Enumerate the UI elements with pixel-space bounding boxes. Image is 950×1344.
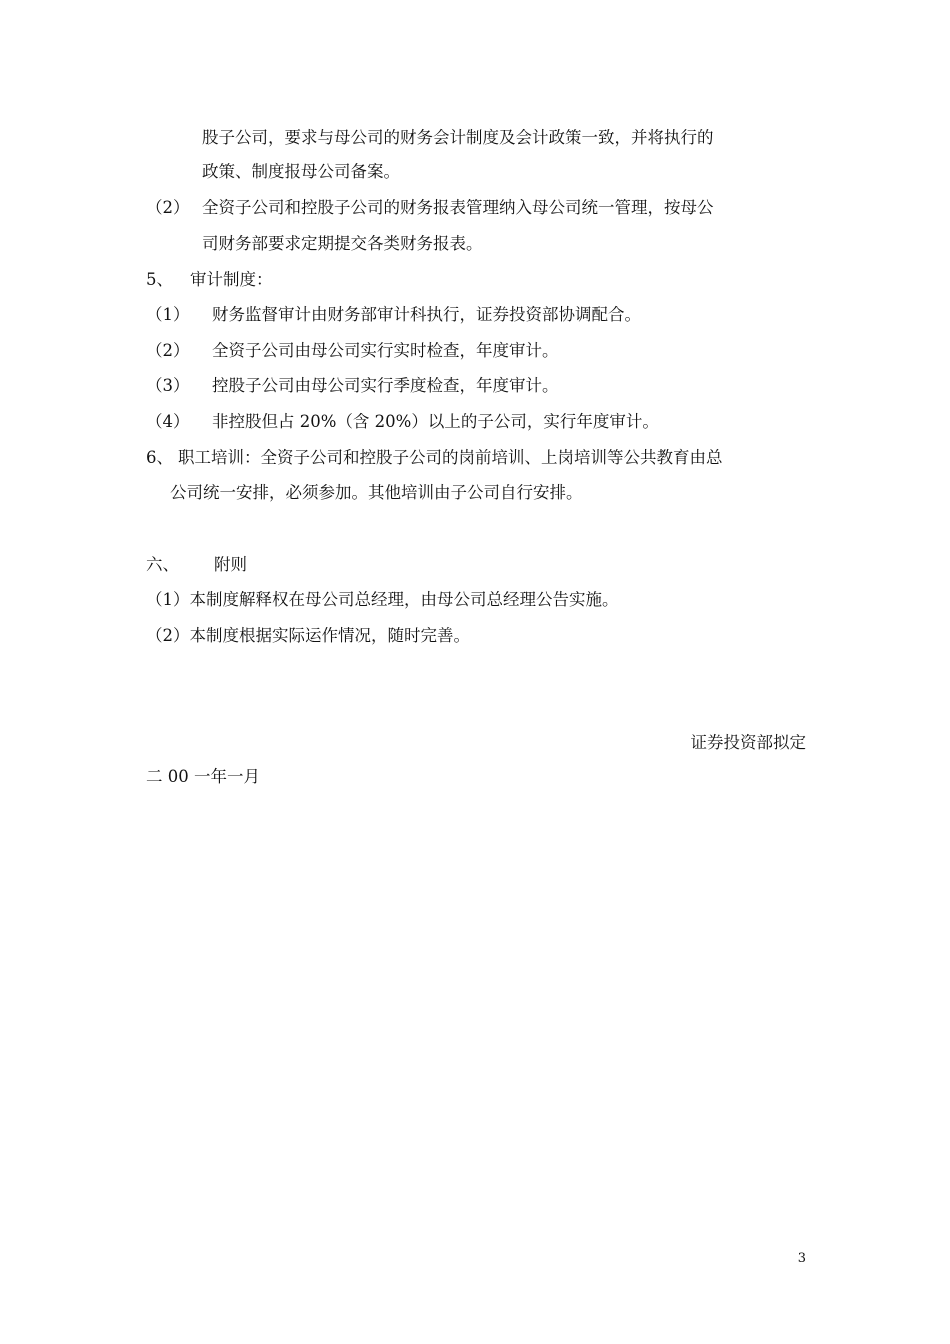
line-text: 审计制度： (190, 270, 273, 289)
body-line (202, 164, 400, 181)
line-text: 政策、制度报母公司备案。 (202, 162, 400, 181)
line-text: 司财务部要求定期提交各类财务报表。 (202, 234, 483, 253)
body-line (170, 485, 583, 502)
line-text: 职工培训：全资子公司和控股子公司的岗前培训、上岗培训等公共教育由总 (178, 448, 723, 467)
list-item (146, 307, 641, 324)
list-item (146, 628, 470, 645)
list-item (146, 414, 659, 431)
line-text: 附则 (214, 555, 247, 574)
body-line (202, 236, 483, 253)
list-item (146, 592, 619, 609)
list-item (146, 378, 559, 395)
line-text: 控股子公司由母公司实行季度检查，年度审计。 (212, 376, 559, 395)
section-marker: 6、 (146, 448, 173, 467)
section-heading (146, 450, 723, 467)
body-line (202, 130, 714, 147)
list-marker: （4） (146, 412, 190, 431)
line-text: （2）本制度根据实际运作情况，随时完善。 (146, 626, 470, 645)
list-marker: （3） (146, 376, 190, 395)
line-text: 公司统一安排，必须参加。其他培训由子公司自行安排。 (170, 483, 583, 502)
line-text: 财务监督审计由财务部审计科执行，证券投资部协调配合。 (212, 305, 641, 324)
document-date: 二 00 一年一月 (146, 767, 260, 786)
section-marker: 5、 (146, 270, 173, 289)
line-text: （1）本制度解释权在母公司总经理，由母公司总经理公告实施。 (146, 590, 619, 609)
line-text: 非控股但占 20%（含 20%）以上的子公司，实行年度审计。 (212, 412, 659, 431)
list-item (146, 200, 714, 217)
line-text: 全资子公司和控股子公司的财务报表管理纳入母公司统一管理，按母公 (202, 198, 714, 217)
list-marker: （2） (146, 198, 190, 217)
section-marker: 六、 (146, 555, 179, 574)
list-item (146, 343, 559, 360)
line-text: 股子公司，要求与母公司的财务会计制度及会计政策一致，并将执行的 (202, 128, 714, 147)
line-text: 全资子公司由母公司实行实时检查，年度审计。 (212, 341, 559, 360)
list-marker: （1） (146, 305, 190, 324)
section-heading (146, 557, 247, 574)
section-heading (146, 272, 273, 289)
list-marker: （2） (146, 341, 190, 360)
signature: 证券投资部拟定 (690, 733, 806, 752)
page-number: 3 (797, 1251, 806, 1266)
